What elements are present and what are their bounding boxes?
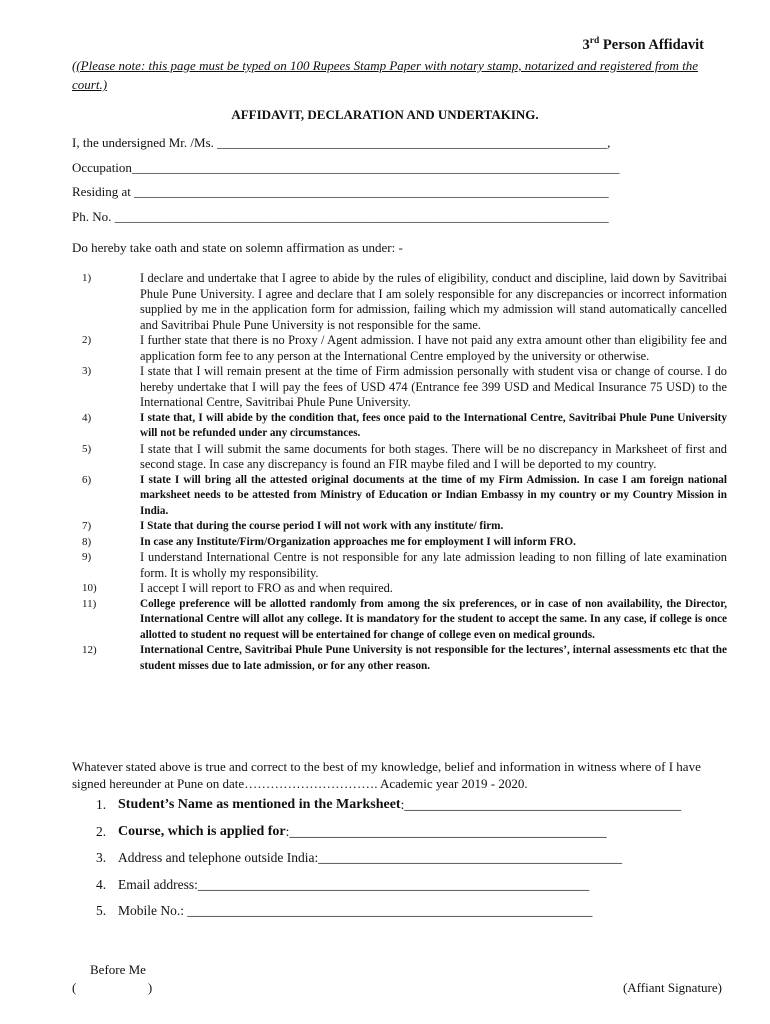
field-label: Email address: [118, 876, 195, 892]
field-label: Address and telephone outside India: [118, 850, 315, 865]
declaration-item-number: 4): [82, 411, 92, 424]
declaration-item-number: 5): [82, 442, 92, 455]
declaration-item: [72, 597, 727, 644]
declaration-item-number: 12): [82, 644, 97, 656]
declaration-item-text: International Centre, Savitribai Phule Pune University is not responsible for the lectures’, internal assessments etc that the student misses due to late admission, or for any other reason.: [140, 644, 727, 672]
declaration-item-number: 9): [82, 551, 92, 563]
declaration-item-text: I State that during the course period I will not work with any institute/ firm.: [140, 520, 504, 532]
declaration-item-text: I state I will bring all the attested original documents at the time of my Firm Admission. In case I am foreign national marksheet needs to be attested from Ministry of Education or Indian Embassy in my country or my Country Mission in India.: [140, 473, 727, 517]
field-blank-line: : ____________________________________________________________: [180, 903, 593, 918]
declaration-item-text: I state that, I will abide by the condition that, fees once paid to the International Centre, Savitribai Phule Pune University will not be refunded under any circumstances.: [140, 411, 727, 439]
title-text: Person Affidavit: [599, 36, 704, 53]
field-blank-line: :_______________________________________________: [285, 823, 607, 839]
declaration-item-number: 10): [82, 582, 97, 594]
phone-field: Ph. No. ____________________________________________________________________________: [72, 209, 609, 224]
title-superscript: rd: [589, 36, 600, 46]
field-blank-line: :_________________________________________: [400, 797, 682, 812]
student-details-list: [96, 797, 726, 930]
title-number: 3: [582, 36, 590, 53]
field-number: 2.: [96, 823, 107, 839]
declaration-list: [72, 271, 727, 674]
declaration-item-text: College preference will be allotted randomly from among the six preferences, or in case of non availability, the Director, International Centre will allot any college. It is mandatory for the student to accept the same. In any case, if college is once allotted to student no request will be entertained for change of college even on medical grounds.: [140, 597, 727, 641]
declaration-item: [72, 333, 727, 364]
student-detail-field: [96, 877, 726, 904]
declaration-item-text: I state that I will remain present at the time of Firm admission personally with student visa or change of course. I do hereby undertake that I will pay the fees of USD 474 (Entrance fee 399 USD and Medical Insurance 75 USD) to the International Centre, Savitribai Phule Pune University.: [140, 364, 727, 409]
field-label: Student’s Name as mentioned in the Marksheet: [118, 797, 401, 812]
declaration-item-number: 3): [82, 365, 92, 377]
student-detail-field: [96, 850, 726, 877]
residence-field: Residing at _________________________________________________________________________: [72, 184, 609, 199]
student-detail-field: [96, 824, 726, 851]
declaration-item-text: I declare and undertake that I agree to abide by the rules of eligibility, conduct and discipline, laid down by Savitribai Phule Pune University. I agree and declare that I am solely responsible for any discrepancies or incorrect information supplied by me in the application form for admission, failing which my admission will stand automatically cancelled and Savitribai Phule Pune University is not responsible for the same.: [140, 271, 727, 332]
declaration-item-number: 1): [82, 272, 92, 284]
field-blank-line: :__________________________________________________________: [194, 876, 590, 892]
declaration-item: [72, 550, 727, 581]
stamp-paper-note: ((Please note: this page must be typed on 100 Rupees Stamp Paper with notary stamp, notarized and registered from the court.): [72, 58, 699, 92]
before-me-label: Before Me: [90, 962, 146, 977]
declaration-item: [72, 442, 727, 473]
affidavit-heading: AFFIDAVIT, DECLARATION AND UNDERTAKING.: [231, 107, 539, 122]
declaration-item-text: I accept I will report to FRO as and when required.: [140, 581, 393, 595]
declaration-item-text: I understand International Centre is not responsible for any late admission leading to non filling of late examination form. It is wholly my responsibility.: [140, 550, 727, 580]
field-number: 5.: [96, 903, 107, 918]
declaration-item-text: In case any Institute/Firm/Organization approaches me for employment I will inform FRO.: [140, 535, 576, 548]
field-blank-line: :_____________________________________________: [314, 850, 622, 865]
field-number: 3.: [96, 850, 107, 865]
declaration-item: [72, 473, 727, 520]
field-label: Mobile No.: [118, 903, 181, 918]
notary-signature-placeholder: ( ): [72, 980, 153, 995]
oath-statement: Do hereby take oath and state on solemn affirmation as under: -: [72, 240, 403, 255]
declaration-item: [72, 519, 727, 535]
closing-statement: Whatever stated above is true and correct to the best of my knowledge, belief and information in witness where of I have signed hereunder at Pune on date…………………………. Academic year 2019 - 2020.: [72, 759, 701, 791]
declaration-item-number: 7): [82, 520, 92, 532]
declaration-item-text: I further state that there is no Proxy / Agent admission. I have not paid any extra amount other than eligibility fee and application form fee to any person at the International Centre employed by the university or otherwise.: [140, 333, 727, 363]
declaration-item-text: I state that I will submit the same documents for both stages. There will be no discrepancy in Marksheet of first and second stage. In case any discrepancy is found an FIR maybe filed and I will be deported to my country.: [140, 441, 727, 471]
page-title: [583, 36, 704, 54]
declaration-item: [72, 411, 727, 442]
declaration-item: [72, 535, 727, 551]
student-detail-field: [96, 903, 726, 930]
affiant-signature-label: (Affiant Signature): [622, 980, 722, 995]
student-detail-field: [96, 797, 726, 824]
declaration-item-number: 6): [82, 473, 92, 486]
declaration-item: [72, 643, 727, 674]
declaration-item-number: 2): [82, 334, 92, 346]
declaration-item-number: 11): [82, 597, 97, 610]
field-label: Course, which is applied for: [118, 823, 286, 839]
declaration-item: [72, 581, 727, 597]
declaration-item: [72, 271, 727, 333]
field-number: 4.: [96, 876, 107, 892]
undersigned-name-field: I, the undersigned Mr. /Ms. ____________________________________________________________,: [72, 135, 611, 150]
occupation-field: Occupation___________________________________________________________________________: [72, 160, 620, 175]
declaration-item-number: 8): [82, 535, 92, 548]
field-number: 1.: [96, 797, 107, 812]
declaration-item: [72, 364, 727, 411]
